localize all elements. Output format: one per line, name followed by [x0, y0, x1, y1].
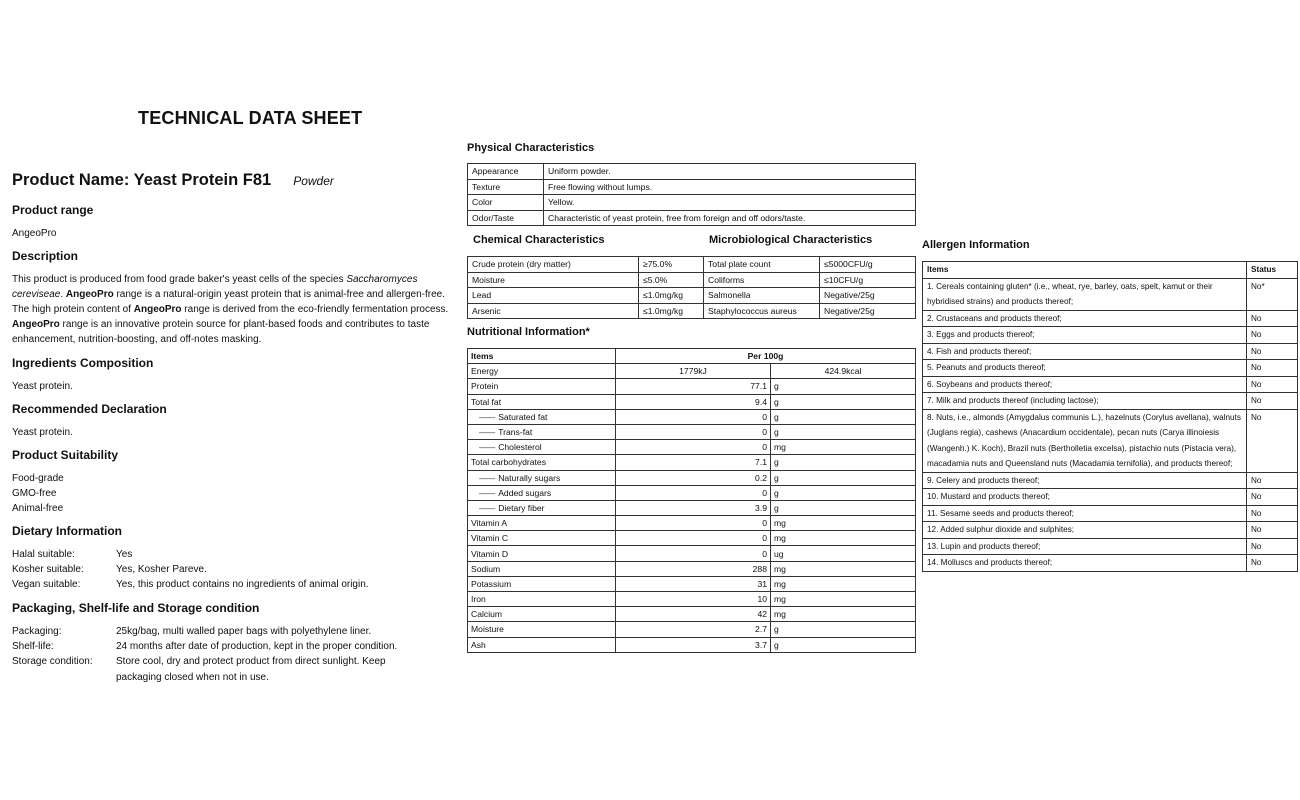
nutrition-table [467, 348, 916, 653]
table-row [923, 489, 1298, 506]
allergen-status: No [1247, 343, 1298, 360]
packaging-label: Packaging: [12, 626, 62, 637]
dietary-label: Halal suitable: [12, 549, 75, 560]
table-header-row [923, 262, 1298, 279]
allergen-item: 7. Milk and products thereof (including lactose); [923, 393, 1247, 410]
table-row [923, 538, 1298, 555]
chemical-value: ≥75.0% [639, 257, 704, 273]
physical-heading: Physical Characteristics [467, 142, 595, 154]
brand-name: AngeoPro [65, 289, 114, 300]
dietary-value: Yes [116, 549, 133, 560]
ingredients-text: Yeast protein. [12, 381, 73, 392]
table-row [923, 327, 1298, 344]
suitability-item: Food-grade [12, 473, 64, 484]
table-row [923, 278, 1298, 310]
chemical-heading: Chemical Characteristics [473, 234, 605, 246]
nutrient-value: 2.7 [616, 622, 771, 637]
nutrient-unit: g [771, 500, 916, 515]
declaration-section [12, 402, 456, 440]
chemical-key: Moisture [468, 272, 639, 288]
allergen-status: No [1247, 522, 1298, 539]
allergen-status: No [1247, 376, 1298, 393]
nutrient-value: 3.9 [616, 500, 771, 515]
brand-name: AngeoPro [12, 319, 60, 330]
allergen-item: 9. Celery and products thereof; [923, 472, 1247, 489]
table-row [468, 394, 916, 409]
nutrient-unit: g [771, 394, 916, 409]
physical-key: Color [468, 195, 544, 211]
physical-value: Uniform powder. [544, 164, 916, 180]
table-row [468, 500, 916, 515]
nutrient-value: 42 [616, 607, 771, 622]
table-row [468, 592, 916, 607]
suitability-item: Animal-free [12, 503, 64, 514]
table-row [468, 409, 916, 424]
nutrient-unit: g [771, 379, 916, 394]
nutrient-unit: mg [771, 576, 916, 591]
nutrient-label: —— Trans-fat [468, 424, 616, 439]
description-section [12, 249, 456, 347]
dietary-value: Yes, this product contains no ingredients of animal origin. [116, 579, 369, 591]
dietary-list [12, 547, 456, 593]
table-row [468, 455, 916, 470]
table-row [468, 164, 916, 180]
nutrient-label: Vitamin C [468, 531, 616, 546]
table-row [468, 637, 916, 652]
dietary-label: Kosher suitable: [12, 564, 84, 576]
nutrient-unit: mg [771, 516, 916, 531]
brand-name: AngeoPro [133, 304, 182, 315]
nutrient-value: 0 [616, 546, 771, 561]
allergen-item: 5. Peanuts and products thereof; [923, 360, 1247, 377]
nutrient-unit: g [771, 637, 916, 652]
table-row [468, 440, 916, 455]
allergen-status: No [1247, 327, 1298, 344]
nutrient-label: Total carbohydrates [468, 455, 616, 470]
chemical-key: Crude protein (dry matter) [468, 257, 639, 273]
packaging-value: 25kg/bag, multi walled paper bags with polyethylene liner. [116, 626, 372, 637]
allergen-table [922, 261, 1298, 572]
table-row [923, 472, 1298, 489]
nutrient-unit: g [771, 455, 916, 470]
nutrient-label: —— Dietary fiber [468, 500, 616, 515]
dietary-section [12, 524, 456, 593]
nutrient-unit: g [771, 622, 916, 637]
nutrient-value: 0 [616, 516, 771, 531]
physical-key: Odor/Taste [468, 210, 544, 226]
chemical-micro-table [467, 256, 916, 319]
energy-kcal: 424.9kcal [771, 364, 916, 379]
physical-table [467, 163, 916, 226]
nutrient-value: 31 [616, 576, 771, 591]
nutrient-unit: ug [771, 546, 916, 561]
table-row [923, 376, 1298, 393]
allergen-item: 6. Soybeans and products thereof; [923, 376, 1247, 393]
declaration-heading: Recommended Declaration [12, 402, 167, 416]
table-row [923, 505, 1298, 522]
table-row [468, 561, 916, 576]
nutrient-value: 10 [616, 592, 771, 607]
allergen-item: 1. Cereals containing gluten* (i.e., wheat, rye, barley, oats, spelt, kamut or their hybridised strains) and products thereof; [923, 278, 1247, 310]
packaging-heading: Packaging, Shelf-life and Storage condition [12, 601, 260, 615]
nutrition-col-per: Per 100g [616, 349, 916, 364]
physical-value: Yellow. [544, 195, 916, 211]
packaging-label: Shelf-life: [12, 641, 54, 653]
allergen-item: 3. Eggs and products thereof; [923, 327, 1247, 344]
nutrient-unit: mg [771, 440, 916, 455]
nutrient-label: —— Saturated fat [468, 409, 616, 424]
nutrient-unit: g [771, 470, 916, 485]
nutrient-value: 288 [616, 561, 771, 576]
physical-value: Free flowing without lumps. [544, 179, 916, 195]
allergen-col-items: Items [923, 262, 1247, 279]
allergen-col-status: Status [1247, 262, 1298, 279]
nutrient-value: 0 [616, 424, 771, 439]
table-row [468, 303, 916, 319]
nutrient-label: Protein [468, 379, 616, 394]
nutrient-label: Sodium [468, 561, 616, 576]
table-row [468, 546, 916, 561]
allergen-item: 11. Sesame seeds and products thereof; [923, 505, 1247, 522]
table-row [468, 257, 916, 273]
nutrient-value: 9.4 [616, 394, 771, 409]
table-row [468, 607, 916, 622]
nutrient-value: 0.2 [616, 470, 771, 485]
nutrient-value: 0 [616, 485, 771, 500]
allergen-status: No [1247, 505, 1298, 522]
product-range-section [12, 203, 456, 241]
nutrient-value: 3.7 [616, 637, 771, 652]
allergen-status: No [1247, 472, 1298, 489]
nutrient-unit: g [771, 485, 916, 500]
table-header-row [468, 349, 916, 364]
table-row [468, 576, 916, 591]
nutrient-label: Vitamin D [468, 546, 616, 561]
table-row [468, 210, 916, 226]
nutrient-value: 0 [616, 409, 771, 424]
micro-key: Salmonella [704, 288, 820, 304]
nutrient-label: Iron [468, 592, 616, 607]
description-part: . [60, 289, 66, 300]
allergen-status: No [1247, 489, 1298, 506]
allergen-status: No* [1247, 278, 1298, 310]
allergen-item: 8. Nuts, i.e., almonds (Amygdalus communis L.), hazelnuts (Corylus avellana), walnuts (Juglans regia), cashews (Anacardium occidentale), pecan nuts (Carya illinoiesis (Wangenh.) K. Koch), Brazil nuts (Bertholletia excelsa), pistachio nuts (Pistacia vera), macadamia nuts and Queensland nuts (Macadamia ternifolia), and products thereof; [923, 409, 1247, 472]
micro-value: ≤10CFU/g [820, 272, 916, 288]
table-row [468, 470, 916, 485]
micro-key: Coliforms [704, 272, 820, 288]
energy-kj: 1779kJ [616, 364, 771, 379]
product-form: Powder [293, 174, 334, 188]
nutrient-unit: g [771, 409, 916, 424]
table-row [468, 364, 916, 379]
ingredients-heading: Ingredients Composition [12, 356, 154, 370]
description-part: range is derived from the eco-friendly fermentation process. [181, 304, 449, 315]
allergen-item: 13. Lupin and products thereof; [923, 538, 1247, 555]
declaration-text: Yeast protein. [12, 427, 73, 438]
table-row [923, 310, 1298, 327]
table-row [468, 485, 916, 500]
product-name [12, 171, 334, 190]
dietary-heading: Dietary Information [12, 524, 123, 538]
description-heading: Description [12, 249, 79, 263]
description-text [12, 272, 456, 347]
table-row [468, 424, 916, 439]
chemical-value: ≤5.0% [639, 272, 704, 288]
table-row [468, 379, 916, 394]
description-part: range is an innovative protein source for plant-based foods and contributes to taste enhancement, nutrition-boosting, and off-notes masking. [12, 319, 430, 345]
table-row [468, 272, 916, 288]
physical-key: Texture [468, 179, 544, 195]
physical-key: Appearance [468, 164, 544, 180]
description-part: range is a natural-origin yeast protein that is animal-free and allergen-free. The high protein content of [12, 289, 445, 315]
species-name: Saccharomyces cereviseae [12, 274, 418, 300]
allergen-item: 2. Crustaceans and products thereof; [923, 310, 1247, 327]
packaging-value: Store cool, dry and protect product from direct sunlight. Keep packaging closed when not in use. [116, 656, 386, 683]
allergen-status: No [1247, 310, 1298, 327]
dietary-label: Vegan suitable: [12, 579, 81, 591]
nutrition-heading: Nutritional Information* [467, 326, 590, 338]
product-range-text: AngeoPro [12, 228, 57, 239]
table-row [468, 516, 916, 531]
nutrient-value: 7.1 [616, 455, 771, 470]
table-row [923, 409, 1298, 472]
dietary-value: Yes, Kosher Pareve. [116, 564, 207, 576]
product-range-heading: Product range [12, 203, 94, 217]
physical-value: Characteristic of yeast protein, free from foreign and off odors/taste. [544, 210, 916, 226]
table-row [923, 343, 1298, 360]
nutrient-value: 77.1 [616, 379, 771, 394]
allergen-item: 4. Fish and products thereof; [923, 343, 1247, 360]
micro-key: Total plate count [704, 257, 820, 273]
table-row [923, 555, 1298, 572]
table-row [468, 531, 916, 546]
chemical-value: ≤1.0mg/kg [639, 303, 704, 319]
nutrient-label: Calcium [468, 607, 616, 622]
nutrient-label: Ash [468, 637, 616, 652]
description-part: This product is produced from food grade baker's yeast cells of the species [12, 274, 347, 285]
suitability-heading: Product Suitability [12, 448, 119, 462]
allergen-status: No [1247, 538, 1298, 555]
nutrient-label: Total fat [468, 394, 616, 409]
nutrient-label: Vitamin A [468, 516, 616, 531]
suitability-section [12, 448, 456, 516]
nutrient-unit: mg [771, 607, 916, 622]
table-row [923, 360, 1298, 377]
micro-value: Negative/25g [820, 288, 916, 304]
nutrient-label: —— Naturally sugars [468, 470, 616, 485]
nutrient-label: —— Added sugars [468, 485, 616, 500]
allergen-status: No [1247, 555, 1298, 572]
micro-value: Negative/25g [820, 303, 916, 319]
table-row [468, 179, 916, 195]
allergen-heading: Allergen Information [922, 239, 1030, 251]
table-row [468, 622, 916, 637]
nutrient-value: 0 [616, 531, 771, 546]
nutrition-col-items: Items [468, 349, 616, 364]
nutrient-unit: mg [771, 592, 916, 607]
nutrient-unit: mg [771, 561, 916, 576]
micro-value: ≤5000CFU/g [820, 257, 916, 273]
micro-key: Staphylococcus aureus [704, 303, 820, 319]
nutrient-value: 0 [616, 440, 771, 455]
table-row [923, 393, 1298, 410]
allergen-status: No [1247, 393, 1298, 410]
table-row [468, 288, 916, 304]
nutrient-label: —— Cholesterol [468, 440, 616, 455]
chemical-key: Arsenic [468, 303, 639, 319]
allergen-item: 10. Mustard and products thereof; [923, 489, 1247, 506]
chemical-value: ≤1.0mg/kg [639, 288, 704, 304]
table-row [468, 195, 916, 211]
allergen-item: 12. Added sulphur dioxide and sulphites; [923, 522, 1247, 539]
packaging-list [12, 624, 432, 685]
packaging-section [12, 601, 456, 685]
chemical-key: Lead [468, 288, 639, 304]
table-row [923, 522, 1298, 539]
energy-label: Energy [468, 364, 616, 379]
nutrient-label: Moisture [468, 622, 616, 637]
allergen-status: No [1247, 409, 1298, 472]
product-name-text: Product Name: Yeast Protein F81 [12, 171, 272, 189]
document-title: TECHNICAL DATA SHEET [138, 108, 363, 128]
nutrient-unit: mg [771, 531, 916, 546]
allergen-status: No [1247, 360, 1298, 377]
packaging-label: Storage condition: [12, 656, 93, 668]
allergen-item: 14. Molluscs and products thereof; [923, 555, 1247, 572]
suitability-item: GMO-free [12, 488, 57, 499]
micro-heading: Microbiological Characteristics [709, 234, 873, 246]
packaging-value: 24 months after date of production, kept in the proper condition. [116, 641, 398, 653]
nutrient-unit: g [771, 424, 916, 439]
nutrient-label: Potassium [468, 576, 616, 591]
ingredients-section [12, 356, 456, 394]
